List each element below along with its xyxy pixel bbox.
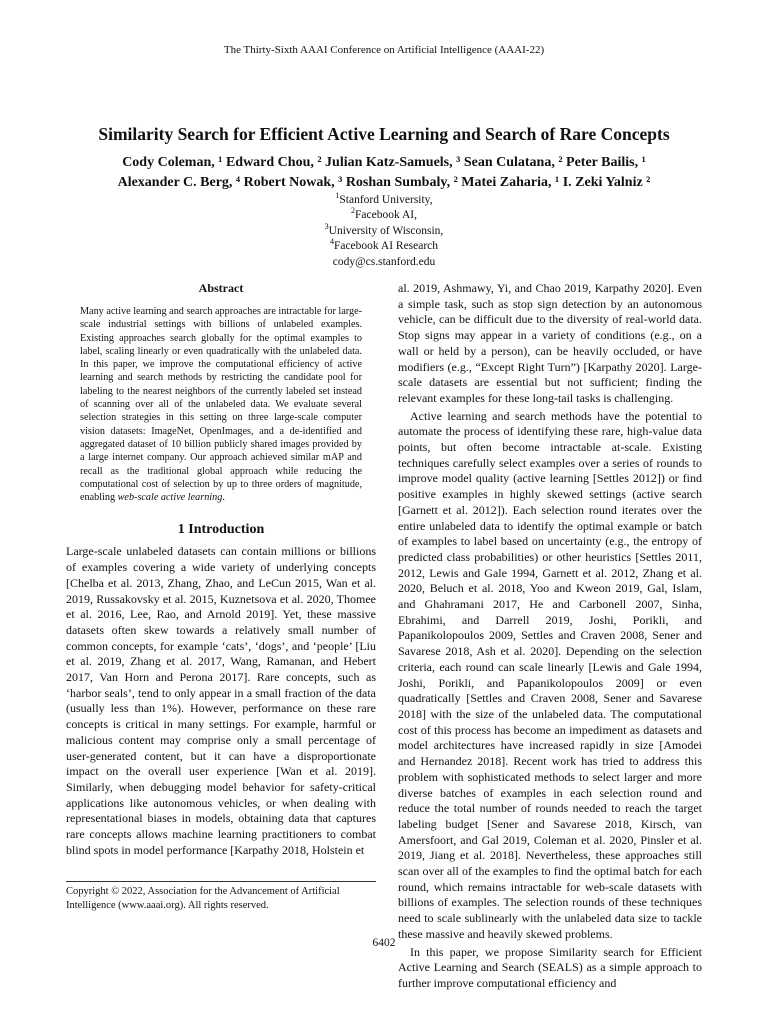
contact-email: cody@cs.stanford.edu bbox=[332, 255, 436, 268]
page-number: 6402 bbox=[372, 937, 396, 949]
abstract-emphasis: web-scale active learning bbox=[117, 492, 223, 504]
author-list bbox=[0, 153, 768, 193]
abstract-text: Many active learning and search approaches are intractable for large-scale industrial settings with billions of unlabeled examples. Existing approaches search globally for the optimal examples to label, scaling linearly or even quadratically with the unlabeled data. In this paper, we improve the computational efficiency of active learning and search methods by restricting the candidate pool for labeling to the nearest neighbors of the currently labeled set instead of scanning over all of the unlabeled data. We evaluate several selection strategies in this setting on three large-scale computer vision datasets: ImageNet, OpenImages, and a de-identified and aggregated dataset of 10 billion publicly shared images provided by a large internet company. Our approach achieved similar mAP and recall as the traditional global approach while reducing the computational cost of selection by up to three orders of magnitude, enabling web-scale active learning. bbox=[80, 306, 362, 504]
right-column bbox=[398, 281, 702, 992]
intro-paragraph-3: In this paper, we propose Similarity search for Efficient Active Learning and Search (SEALS) as a simple approach to further improve computational efficiency and bbox=[398, 944, 702, 990]
abstract-heading: Abstract bbox=[198, 281, 244, 295]
intro-paragraph-1-part-1: Large-scale unlabeled datasets can contain millions or billions of examples covering a wide variety of underlying concepts [Chelba et al. 2013, Zhang, Zhao, and LeCun 2015, Wan et al. 2019, Russakovsky et al. 2015, Kuznetsova et al. 2020, Thomee et al. 2016, Lee, Rao, and Arnold 2019]. Yet, these massive datasets often skew towards a relatively small number of common concepts, for example ‘cats’, ‘dogs’, and ‘people’ [Liu et al. 2019, Zhang et al. 2017, Wang, Ramanan, and Hebert 2017, Van Horn and Perona 2017]. Rare concepts, such as ‘harbor seals’, tend to only appear in a small fraction of the data (usually less than 1%). However, performance on these rare concepts is critical in many settings. For example, harmful or malicious content may comprise only a small percentage of user-generated content, but it can have a disproportionate impact on the overall user experience [Wan et al. 2019]. Similarly, when debugging model behavior for safety-critical applications like autonomous vehicles, or when dealing with representational biases in models, obtaining data that captures rare concepts allows machine learning practitioners to combat blind spots in model performance [Karpathy 2018, Holstein et bbox=[66, 544, 376, 857]
affiliations bbox=[0, 193, 768, 270]
affiliation-3: $^3$University of Wisconsin, bbox=[324, 221, 444, 237]
author-line-2: Alexander C. Berg, ⁴ Robert Nowak, ³ Roshan Sumbaly, ² Matei Zaharia, ¹ I. Zeki Yalniz ² bbox=[117, 175, 651, 190]
intro-paragraph-1-part-2: al. 2019, Ashmawy, Yi, and Chao 2019, Karpathy 2020]. Even a simple task, such as stop sign detection by an autonomous vehicle, can be difficult due to the diversity of real-world data. Stop signs may appear in a variety of conditions (e.g., on a wall or held by a person), can be heavily occluded, or have modifiers (e.g., “Except Right Turn”) [Karpathy 2020]. Large-scale datasets are essential but not sufficient; finding the relevant examples for these long-tail tasks is challenging. bbox=[398, 281, 702, 405]
affiliation-4: $^4$Facebook AI Research bbox=[329, 237, 439, 253]
author-line-1: Cody Coleman, ¹ Edward Chou, ² Julian Katz-Samuels, ³ Sean Culatana, ² Peter Bailis, ¹ bbox=[122, 155, 646, 170]
paper-title: Similarity Search for Efficient Active Learning and Search of Rare Concepts bbox=[98, 124, 670, 144]
left-column bbox=[66, 281, 376, 859]
affiliation-1: $^1$Stanford University, bbox=[335, 191, 433, 206]
affiliation-2: $^2$Facebook AI, bbox=[351, 206, 417, 222]
copyright-footnote: Copyright © 2022, Association for the Advancement of Artificial Intelligence (www.aaai.org). All rights reserved. bbox=[66, 881, 376, 912]
intro-paragraph-2: Active learning and search methods have the potential to automate the process of identifying these rare, high-value data points, but often become intractable at-scale. Existing techniques carefully select examples over a series of rounds to improve model quality (active learning [Settles 2012]) or find positive examples in highly skewed settings (active search [Garnett et al. 2012]). Each selection round iterates over the entire unlabeled data to identify the optimal example or batch of examples to label based on uncertainty (e.g., the entropy of predicted class probabilities) or other heuristics [Settles 2011, 2012, Lewis and Gale 1994, Garnett et al. 2012, Zhang et al. 2020, Beluch et al. 2018, Yoo and Kweon 2019, Gal, Islam, and Ghahramani 2017, He and Carbonell 2007, Sinha, Ebrahimi, and Darrell 2019, Joshi, Porikli, and Papanikolopoulos 2009, Settles and Craven 2008, Sener and Savarese 2018, Ash et al. 2020]. Depending on the selection criteria, each round can scale linearly [Lewis and Gale 1994, Joshi, Porikli, and Papanikolopoulos 2009] or even quadratically [Settles and Craven 2008, Sener and Savarese 2018] with the size of the unlabeled data. The computational cost of this process has become an impediment as datasets and model architectures have increased rapidly in size [Amodei and Hernandez 2018]. Recent work has tried to address this problem with sophisticated methods to select larger and more diverse batches of examples in each selection round and reduce the total number of rounds needed to reach the target labeling budget [Sener and Savarese 2018, Kirsch, van Amersfoort, and Gal 2019, Coleman et al. 2020, Pinsler et al. 2019, Jiang et al. 2018]. Nevertheless, these approaches still scan over all of the examples to find the optimal batch for each round, which remains intractable for web-scale datasets with billions of examples. The selection rounds of these techniques need to scale sublinearly with the unlabeled data size to tackle these massive and heavily skewed problems. bbox=[398, 408, 702, 941]
conference-header: The Thirty-Sixth AAAI Conference on Artificial Intelligence (AAAI-22) bbox=[223, 44, 545, 56]
section-heading-introduction: 1 Introduction bbox=[177, 522, 265, 538]
